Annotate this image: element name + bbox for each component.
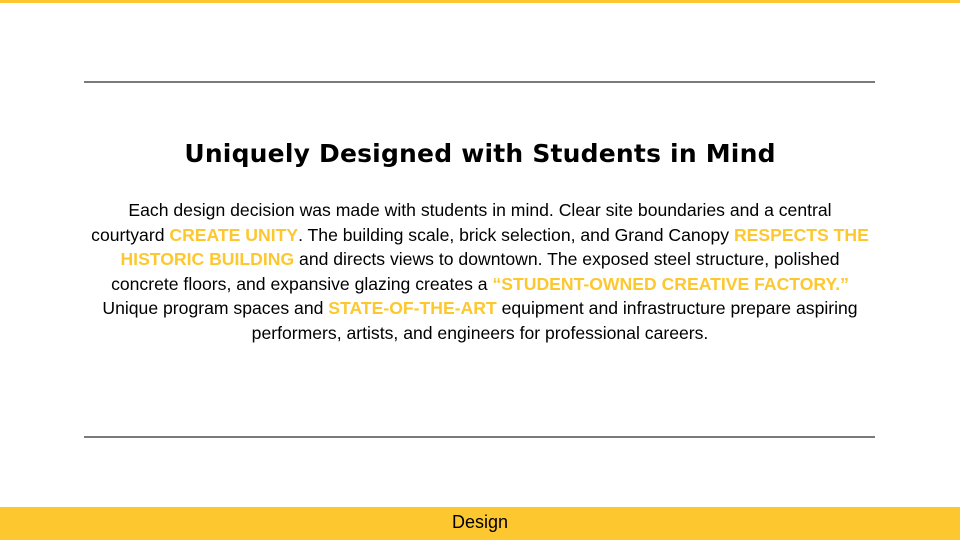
top-divider xyxy=(84,81,875,83)
footer-section-label: Design xyxy=(451,512,509,532)
body-text-5: equipment and infrastructure prepare aspiring performers, artists, and engineers for professional careers. xyxy=(251,298,858,343)
bottom-divider xyxy=(84,436,875,438)
body-text-4: Unique program spaces and xyxy=(102,298,329,319)
highlight-create-unity: CREATE UNITY xyxy=(169,224,299,245)
body-paragraph xyxy=(90,198,870,346)
body-text-1: Each design decision was made with students in mind. Clear site boundaries and a central courtyard xyxy=(91,200,832,245)
top-accent-bar xyxy=(0,0,960,3)
body-text-2: . The building scale, brick selection, and Grand Canopy xyxy=(298,224,734,245)
highlight-student-owned-creative-factory: “STUDENT-OWNED CREATIVE FACTORY.” xyxy=(492,273,849,294)
highlight-state-of-the-art: STATE-OF-THE-ART xyxy=(328,298,497,319)
slide-title: Uniquely Designed with Students in Mind xyxy=(184,139,776,168)
highlight-respects-historic-building: RESPECTS THE HISTORIC BUILDING xyxy=(120,224,869,270)
body-text-3: and directs views to downtown. The exposed steel structure, polished concrete floors, and expansive glazing creates a xyxy=(111,249,840,294)
footer-bar xyxy=(0,507,960,540)
